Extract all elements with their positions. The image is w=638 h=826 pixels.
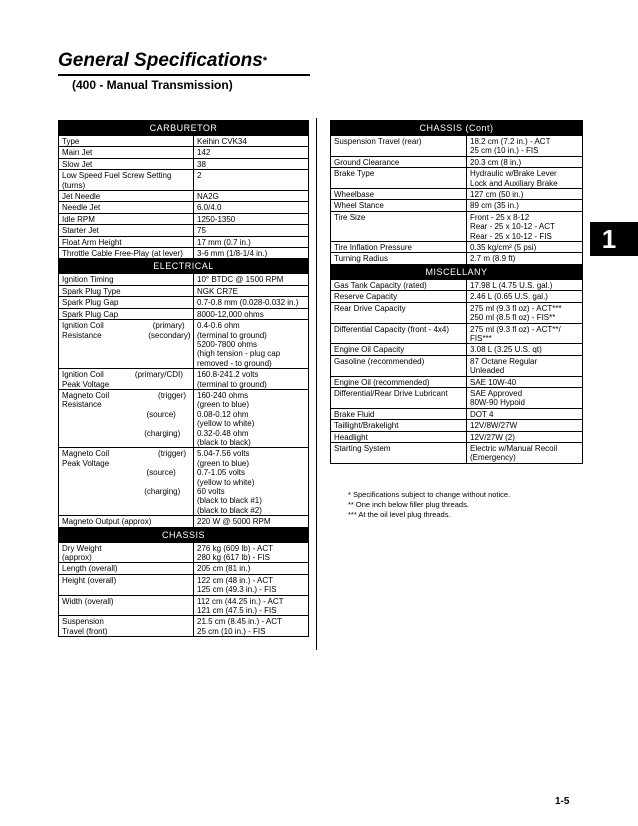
spec-label: Engine Oil (recommended) — [331, 376, 467, 387]
spec-row — [331, 355, 583, 376]
spec-label: Suspension Travel (rear) — [331, 136, 467, 157]
section-title: CARBURETOR — [59, 121, 309, 136]
spec-label: Width (overall) — [59, 595, 194, 616]
section-header — [59, 527, 309, 542]
spec-row — [59, 369, 309, 390]
spec-value: SAE 10W-40 — [467, 376, 583, 387]
footnote: *** At the oil level plug threads. — [348, 510, 451, 519]
spec-value: 142 — [194, 147, 309, 158]
spec-value: 3-6 mm (1/8-1/4 in.) — [194, 248, 309, 259]
spec-row — [59, 213, 309, 224]
spec-value: 12V/8W/27W — [467, 420, 583, 431]
spec-row — [331, 136, 583, 157]
spec-label: Differential Capacity (front - 4x4) — [331, 323, 467, 344]
spec-value: 276 kg (609 lb) - ACT 280 kg (617 lb) - FIS — [194, 542, 309, 563]
spec-value: 20.3 cm (8 in.) — [467, 156, 583, 167]
spec-label: Reserve Capacity — [331, 291, 467, 302]
spec-label: Main Jet — [59, 147, 194, 158]
spec-row — [331, 168, 583, 189]
spec-value: 275 ml (9.3 fl oz) - ACT**/ FIS*** — [467, 323, 583, 344]
spec-value: 3.08 L (3.25 U.S. qt) — [467, 344, 583, 355]
title-rule — [58, 74, 310, 76]
spec-value: 18.2 cm (7.2 in.) - ACT 25 cm (10 in.) - FIS — [467, 136, 583, 157]
spec-value: 12V/27W (2) — [467, 431, 583, 442]
section-header — [59, 259, 309, 274]
spec-value: 2.46 L (0.65 U.S. gal.) — [467, 291, 583, 302]
spec-row — [59, 158, 309, 169]
spec-row — [331, 408, 583, 419]
spec-value: Electric w/Manual Recoil (Emergency) — [467, 442, 583, 463]
spec-value: 89 cm (35 in.) — [467, 200, 583, 211]
spec-row — [331, 242, 583, 253]
spec-value: 75 — [194, 225, 309, 236]
spec-row — [331, 442, 583, 463]
spec-value: DOT 4 — [467, 408, 583, 419]
spec-row — [59, 542, 309, 563]
spec-row — [331, 200, 583, 211]
spec-label: Magneto Coil (trigger) Peak Voltage (source) (charging) — [59, 448, 194, 516]
spec-value: 38 — [194, 158, 309, 169]
spec-value: Hydraulic w/Brake Lever Lock and Auxiliary Brake — [467, 168, 583, 189]
spec-value: 160.8-241.2 volts (terminal to ground) — [194, 369, 309, 390]
spec-row — [331, 279, 583, 290]
spec-row — [331, 376, 583, 387]
spec-label: Needle Jet — [59, 202, 194, 213]
spec-label: Rear Drive Capacity — [331, 302, 467, 323]
spec-label: Magneto Coil (trigger) Resistance (source) (charging) — [59, 389, 194, 447]
spec-label: Brake Fluid — [331, 408, 467, 419]
spec-label: Spark Plug Gap — [59, 297, 194, 308]
spec-row — [331, 302, 583, 323]
spec-row — [59, 595, 309, 616]
spec-row — [59, 170, 309, 191]
page-header — [58, 50, 310, 93]
page-title: General Specifications* — [58, 50, 268, 71]
column-divider — [316, 118, 317, 650]
spec-label: Ignition Coil (primary/CDI) Peak Voltage — [59, 369, 194, 390]
spec-value: 1250-1350 — [194, 213, 309, 224]
spec-row — [59, 285, 309, 296]
spec-row — [59, 202, 309, 213]
footnote: ** One inch below filler plug threads. — [348, 500, 469, 509]
spec-label: Suspension Travel (front) — [59, 616, 194, 637]
spec-row — [331, 431, 583, 442]
spec-row — [331, 156, 583, 167]
spec-label: Idle RPM — [59, 213, 194, 224]
spec-label: Turning Radius — [331, 253, 467, 264]
spec-row — [59, 574, 309, 595]
spec-label: Ignition Coil (primary) Resistance (secondary) — [59, 320, 194, 369]
spec-value: 17.98 L (4.75 U.S. gal.) — [467, 279, 583, 290]
spec-label: Starting System — [331, 442, 467, 463]
spec-label: Type — [59, 136, 194, 147]
spec-row — [59, 516, 309, 527]
spec-row — [59, 308, 309, 319]
spec-value: 275 ml (9.3 fl oz) - ACT*** 250 ml (8.5 fl oz) - FIS** — [467, 302, 583, 323]
spec-value: 21.5 cm (8.45 in.) - ACT 25 cm (10 in.) - FIS — [194, 616, 309, 637]
spec-row — [59, 248, 309, 259]
section-title: ELECTRICAL — [59, 259, 309, 274]
spec-label: Engine Oil Capacity — [331, 344, 467, 355]
spec-row — [59, 274, 309, 285]
spec-row — [59, 616, 309, 637]
spec-value: 6.0/4.0 — [194, 202, 309, 213]
spec-row — [59, 147, 309, 158]
spec-row — [59, 191, 309, 202]
spec-label: Ground Clearance — [331, 156, 467, 167]
spec-value: 2.7 m (8.9 ft) — [467, 253, 583, 264]
spec-row — [59, 136, 309, 147]
chapter-tab: 1 — [590, 222, 638, 256]
spec-row — [331, 387, 583, 408]
spec-row — [59, 389, 309, 447]
spec-row — [331, 211, 583, 241]
section-title: CHASSIS (Cont) — [331, 121, 583, 136]
left-spec-table — [58, 120, 309, 637]
spec-row — [331, 420, 583, 431]
footnotes — [348, 490, 510, 520]
spec-label: Wheelbase — [331, 189, 467, 200]
spec-value: SAE Approved 80W-90 Hypoid — [467, 387, 583, 408]
title-asterisk: * — [262, 55, 268, 67]
spec-row — [331, 253, 583, 264]
spec-value: 2 — [194, 170, 309, 191]
section-header — [331, 121, 583, 136]
spec-value: 0.4-0.6 ohm (terminal to ground) 5200-7800 ohms (high tension - plug cap removed - to ground) — [194, 320, 309, 369]
spec-value: 127 cm (50 in.) — [467, 189, 583, 200]
spec-label: Dry Weight (approx) — [59, 542, 194, 563]
spec-label: Tire Inflation Pressure — [331, 242, 467, 253]
spec-value: 122 cm (48 in.) - ACT 125 cm (49.3 in.) - FIS — [194, 574, 309, 595]
spec-label: Gasoline (recommended) — [331, 355, 467, 376]
spec-value: 17 mm (0.7 in.) — [194, 236, 309, 247]
spec-value: 160-240 ohms (green to blue) 0.08-0.12 ohm (yellow to white) 0.32-0.48 ohm (black to black) — [194, 389, 309, 447]
spec-label: Low Speed Fuel Screw Setting (turns) — [59, 170, 194, 191]
spec-value: 112 cm (44.25 in.) - ACT 121 cm (47.5 in.) - FIS — [194, 595, 309, 616]
spec-row — [331, 323, 583, 344]
spec-label: Slow Jet — [59, 158, 194, 169]
footnote: * Specifications subject to change without notice. — [348, 490, 511, 499]
spec-label: Magneto Output (approx) — [59, 516, 194, 527]
spec-value: 8000-12,000 ohms — [194, 308, 309, 319]
spec-label: Height (overall) — [59, 574, 194, 595]
spec-value: 87 Octane Regular Unleaded — [467, 355, 583, 376]
spec-label: Length (overall) — [59, 563, 194, 574]
spec-label: Brake Type — [331, 168, 467, 189]
spec-label: Float Arm Height — [59, 236, 194, 247]
spec-label: Headlight — [331, 431, 467, 442]
spec-value: 220 W @ 5000 RPM — [194, 516, 309, 527]
spec-label: Tire Size — [331, 211, 467, 241]
spec-value: 205 cm (81 in.) — [194, 563, 309, 574]
spec-value: NA2G — [194, 191, 309, 202]
spec-row — [59, 225, 309, 236]
spec-row — [331, 189, 583, 200]
spec-row — [59, 448, 309, 516]
spec-label: Taillight/Brakelight — [331, 420, 467, 431]
spec-label: Jet Needle — [59, 191, 194, 202]
spec-value: 5.04-7.56 volts (green to blue) 0.7-1.05 volts (yellow to white) 60 volts (black to black #1) (black to black #2) — [194, 448, 309, 516]
spec-label: Ignition Timing — [59, 274, 194, 285]
spec-label: Spark Plug Type — [59, 285, 194, 296]
spec-value: NGK CR7E — [194, 285, 309, 296]
spec-row — [59, 297, 309, 308]
spec-label: Gas Tank Capacity (rated) — [331, 279, 467, 290]
spec-label: Differential/Rear Drive Lubricant — [331, 387, 467, 408]
spec-value: Front - 25 x 8-12 Rear - 25 x 10-12 - ACT Rear - 25 x 10-12 - FIS — [467, 211, 583, 241]
spec-row — [59, 563, 309, 574]
right-spec-table — [330, 120, 583, 464]
page-subtitle: (400 - Manual Transmission) — [72, 78, 233, 92]
page-number: 1-5 — [555, 796, 570, 807]
spec-value: 0.35 kg/cm² (5 psi) — [467, 242, 583, 253]
section-header — [59, 121, 309, 136]
spec-value: Keihin CVK34 — [194, 136, 309, 147]
spec-label: Wheel Stance — [331, 200, 467, 211]
spec-label: Spark Plug Cap — [59, 308, 194, 319]
section-header — [331, 264, 583, 279]
spec-row — [59, 236, 309, 247]
spec-row — [331, 291, 583, 302]
spec-value: 10° BTDC @ 1500 RPM — [194, 274, 309, 285]
spec-label: Starter Jet — [59, 225, 194, 236]
section-title: CHASSIS — [59, 527, 309, 542]
section-title: MISCELLANY — [331, 264, 583, 279]
spec-row — [331, 344, 583, 355]
spec-value: 0.7-0.8 mm (0.028-0.032 in.) — [194, 297, 309, 308]
spec-label: Throttle Cable Free-Play (at lever) — [59, 248, 194, 259]
spec-row — [59, 320, 309, 369]
